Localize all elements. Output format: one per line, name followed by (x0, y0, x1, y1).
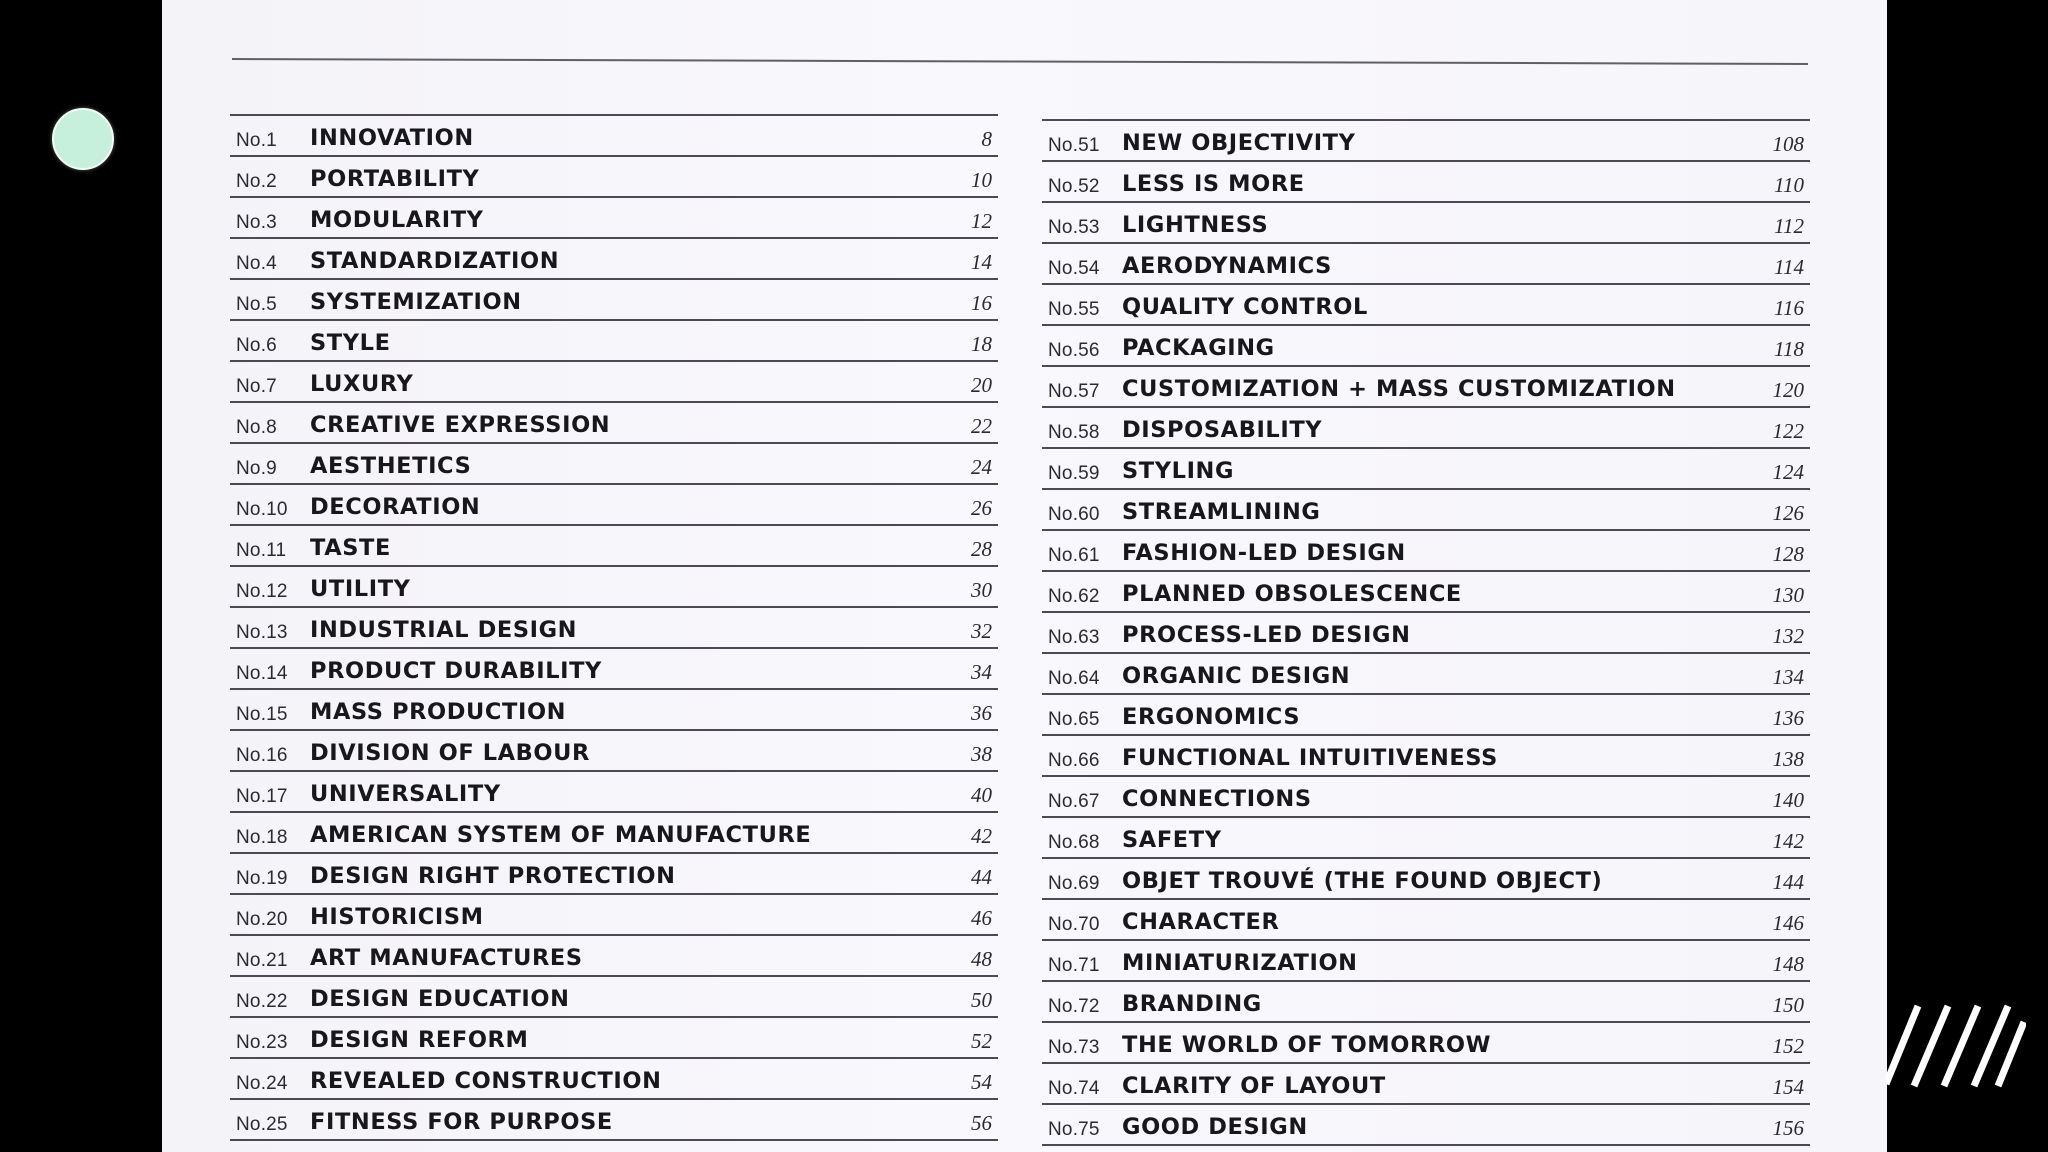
contents-entry (230, 1100, 998, 1141)
contents-entry (230, 731, 998, 772)
entry-title: LIGHTNESS (1122, 212, 1269, 238)
entry-number: No.68 (1048, 832, 1100, 853)
entry-page-number: 46 (971, 906, 992, 930)
entry-title: MODULARITY (310, 207, 484, 233)
entry-page-number: 32 (971, 619, 992, 643)
entry-page-number: 56 (971, 1111, 992, 1135)
entry-title: CREATIVE EXPRESSION (310, 412, 611, 438)
contents-entry (230, 813, 998, 854)
entry-number: No.7 (236, 376, 277, 397)
entry-page-number: 138 (1772, 747, 1804, 771)
entry-number: No.70 (1048, 914, 1100, 935)
contents-entry (230, 116, 998, 157)
entry-page-number: 52 (971, 1029, 992, 1053)
entry-page-number: 24 (971, 455, 992, 479)
entry-page-number: 48 (971, 947, 992, 971)
entry-title: LUXURY (310, 371, 414, 397)
entry-page-number: 142 (1772, 829, 1804, 853)
entry-title: ERGONOMICS (1122, 704, 1301, 730)
contents-entry (230, 321, 998, 362)
entry-title: DECORATION (310, 494, 481, 520)
contents-entry (230, 485, 998, 526)
entry-number: No.73 (1048, 1037, 1100, 1058)
contents-entry (1042, 654, 1810, 695)
entry-number: No.4 (236, 253, 277, 274)
entry-page-number: 30 (971, 578, 992, 602)
contents-entry (1042, 695, 1810, 736)
contents-entry (1042, 203, 1810, 244)
entry-page-number: 156 (1772, 1116, 1804, 1140)
entry-number: No.64 (1048, 668, 1100, 689)
entry-title: PROCESS-LED DESIGN (1122, 622, 1411, 648)
contents-entry (1042, 490, 1810, 531)
entry-page-number: 14 (971, 250, 992, 274)
entry-title: HISTORICISM (310, 904, 484, 930)
entry-title: QUALITY CONTROL (1122, 294, 1368, 320)
entry-number: No.18 (236, 827, 288, 848)
entry-number: No.24 (236, 1073, 288, 1094)
top-rule (232, 58, 1808, 65)
entry-number: No.19 (236, 868, 288, 889)
entry-number: No.51 (1048, 135, 1100, 156)
entry-title: DIVISION OF LABOUR (310, 740, 590, 766)
contents-entry (1042, 449, 1810, 490)
entry-title: DISPOSABILITY (1122, 417, 1323, 443)
contents-entry (1042, 613, 1810, 654)
entry-page-number: 28 (971, 537, 992, 561)
contents-entry (1042, 900, 1810, 941)
entry-page-number: 36 (971, 701, 992, 725)
contents-entry (230, 854, 998, 895)
entry-number: No.59 (1048, 463, 1100, 484)
entry-title: MINIATURIZATION (1122, 950, 1358, 976)
entry-title: PLANNED OBSOLESCENCE (1122, 581, 1462, 607)
entry-page-number: 40 (971, 783, 992, 807)
entry-title: STYLE (310, 330, 391, 356)
entry-number: No.62 (1048, 586, 1100, 607)
entry-page-number: 34 (971, 660, 992, 684)
entry-number: No.56 (1048, 340, 1100, 361)
entry-number: No.58 (1048, 422, 1100, 443)
contents-column-left (230, 114, 998, 1141)
entry-number: No.6 (236, 335, 277, 356)
entry-page-number: 110 (1774, 173, 1804, 197)
entry-title: INDUSTRIAL DESIGN (310, 617, 578, 643)
entry-page-number: 130 (1772, 583, 1804, 607)
entry-number: No.10 (236, 499, 288, 520)
entry-title: MASS PRODUCTION (310, 699, 567, 725)
entry-title: ORGANIC DESIGN (1122, 663, 1351, 689)
entry-title: DESIGN RIGHT PROTECTION (310, 863, 676, 889)
entry-title: CHARACTER (1122, 909, 1280, 935)
entry-number: No.57 (1048, 381, 1100, 402)
entry-title: REVEALED CONSTRUCTION (310, 1068, 662, 1094)
entry-page-number: 134 (1772, 665, 1804, 689)
entry-title: STYLING (1122, 458, 1235, 484)
entry-title: THE WORLD OF TOMORROW (1122, 1032, 1492, 1058)
contents-entry (230, 690, 998, 731)
entry-title: FUNCTIONAL INTUITIVENESS (1122, 745, 1498, 771)
entry-number: No.14 (236, 663, 288, 684)
contents-entry (230, 1059, 998, 1100)
contents-entry (230, 526, 998, 567)
entry-title: TASTE (310, 535, 391, 561)
entry-page-number: 114 (1774, 255, 1804, 279)
entry-number: No.54 (1048, 258, 1100, 279)
entry-number: No.2 (236, 171, 277, 192)
entry-number: No.11 (236, 540, 287, 561)
entry-number: No.69 (1048, 873, 1100, 894)
contents-entry (1042, 572, 1810, 613)
entry-title: SAFETY (1122, 827, 1222, 853)
entry-number: No.9 (236, 458, 277, 479)
contents-entry (230, 1018, 998, 1059)
entry-title: DESIGN EDUCATION (310, 986, 570, 1012)
contents-entry (1042, 367, 1810, 408)
contents-entry (1042, 531, 1810, 572)
entry-number: No.55 (1048, 299, 1100, 320)
entry-number: No.13 (236, 622, 288, 643)
contents-entry (1042, 777, 1810, 818)
entry-number: No.5 (236, 294, 277, 315)
entry-page-number: 20 (971, 373, 992, 397)
contents-entry (1042, 1023, 1810, 1064)
contents-entry (1042, 941, 1810, 982)
entry-page-number: 112 (1774, 214, 1804, 238)
entry-page-number: 120 (1772, 378, 1804, 402)
entry-title: AERODYNAMICS (1122, 253, 1332, 279)
entry-number: No.52 (1048, 176, 1100, 197)
entry-number: No.22 (236, 991, 288, 1012)
contents-entry (1042, 244, 1810, 285)
entry-page-number: 18 (971, 332, 992, 356)
entry-title: UTILITY (310, 576, 411, 602)
contents-entry (1042, 1064, 1810, 1105)
contents-entry (230, 608, 998, 649)
contents-entry (230, 895, 998, 936)
entry-title: CLARITY OF LAYOUT (1122, 1073, 1386, 1099)
entry-title: FITNESS FOR PURPOSE (310, 1109, 613, 1135)
contents-entry (1042, 859, 1810, 900)
contents-entry (1042, 408, 1810, 449)
entry-title: STANDARDIZATION (310, 248, 560, 274)
entry-number: No.65 (1048, 709, 1100, 730)
entry-number: No.61 (1048, 545, 1100, 566)
entry-number: No.25 (236, 1114, 288, 1135)
contents-entry (1042, 121, 1810, 162)
entry-page-number: 54 (971, 1070, 992, 1094)
entry-page-number: 108 (1772, 132, 1804, 156)
entry-page-number: 146 (1772, 911, 1804, 935)
entry-page-number: 8 (981, 127, 992, 151)
entry-number: No.16 (236, 745, 288, 766)
contents-entry (230, 567, 998, 608)
entry-number: No.72 (1048, 996, 1100, 1017)
entry-title: CUSTOMIZATION + MASS CUSTOMIZATION (1122, 376, 1676, 402)
entry-title: UNIVERSALITY (310, 781, 501, 807)
contents-entry (1042, 818, 1810, 859)
entry-page-number: 148 (1772, 952, 1804, 976)
contents-entry (1042, 326, 1810, 367)
contents-entry (230, 977, 998, 1018)
contents-entry (230, 936, 998, 977)
entry-number: No.20 (236, 909, 288, 930)
entry-number: No.8 (236, 417, 277, 438)
entry-number: No.53 (1048, 217, 1100, 238)
entry-page-number: 44 (971, 865, 992, 889)
entry-number: No.3 (236, 212, 277, 233)
contents-page (162, 0, 1887, 1152)
entry-number: No.75 (1048, 1119, 1100, 1140)
contents-entry (1042, 736, 1810, 777)
entry-page-number: 126 (1772, 501, 1804, 525)
entry-page-number: 140 (1772, 788, 1804, 812)
entry-number: No.60 (1048, 504, 1100, 525)
entry-number: No.21 (236, 950, 288, 971)
entry-page-number: 150 (1772, 993, 1804, 1017)
entry-page-number: 26 (971, 496, 992, 520)
entry-title: GOOD DESIGN (1122, 1114, 1308, 1140)
entry-number: No.23 (236, 1032, 288, 1053)
entry-number: No.74 (1048, 1078, 1100, 1099)
contents-entry (230, 362, 998, 403)
entry-title: BRANDING (1122, 991, 1262, 1017)
entry-page-number: 38 (971, 742, 992, 766)
entry-number: No.17 (236, 786, 288, 807)
contents-entry (1042, 285, 1810, 326)
contents-entry (1042, 982, 1810, 1023)
entry-title: PACKAGING (1122, 335, 1275, 361)
entry-title: AESTHETICS (310, 453, 472, 479)
contents-entry (230, 198, 998, 239)
entry-page-number: 42 (971, 824, 992, 848)
entry-page-number: 124 (1772, 460, 1804, 484)
contents-entry (230, 772, 998, 813)
entry-title: SYSTEMIZATION (310, 289, 522, 315)
entry-title: DESIGN REFORM (310, 1027, 529, 1053)
entry-page-number: 154 (1772, 1075, 1804, 1099)
entry-number: No.67 (1048, 791, 1100, 812)
slash-decoration-icon (1886, 1004, 2026, 1088)
entry-title: INNOVATION (310, 125, 474, 151)
contents-entry (1042, 162, 1810, 203)
record-indicator-dot (52, 108, 114, 170)
entry-page-number: 16 (971, 291, 992, 315)
entry-number: No.15 (236, 704, 288, 725)
entry-page-number: 22 (971, 414, 992, 438)
contents-entry (1042, 1105, 1810, 1146)
entry-title: FASHION-LED DESIGN (1122, 540, 1406, 566)
entry-number: No.66 (1048, 750, 1100, 771)
entry-title: STREAMLINING (1122, 499, 1321, 525)
contents-entry (230, 649, 998, 690)
entry-title: LESS IS MORE (1122, 171, 1305, 197)
entry-title: ART MANUFACTURES (310, 945, 583, 971)
entry-title: PRODUCT DURABILITY (310, 658, 602, 684)
entry-title: PORTABILITY (310, 166, 480, 192)
entry-page-number: 10 (971, 168, 992, 192)
entry-page-number: 136 (1772, 706, 1804, 730)
entry-page-number: 118 (1774, 337, 1804, 361)
entry-title: AMERICAN SYSTEM OF MANUFACTURE (310, 822, 812, 848)
entry-page-number: 144 (1772, 870, 1804, 894)
contents-entry (230, 157, 998, 198)
entry-page-number: 128 (1772, 542, 1804, 566)
entry-number: No.63 (1048, 627, 1100, 648)
entry-title: OBJET TROUVÉ (THE FOUND OBJECT) (1122, 868, 1603, 894)
entry-title: CONNECTIONS (1122, 786, 1312, 812)
entry-title: NEW OBJECTIVITY (1122, 130, 1356, 156)
entry-page-number: 12 (971, 209, 992, 233)
contents-column-right (1042, 119, 1810, 1146)
entry-page-number: 122 (1772, 419, 1804, 443)
contents-entry (230, 239, 998, 280)
entry-page-number: 50 (971, 988, 992, 1012)
contents-entry (230, 280, 998, 321)
entry-number: No.71 (1048, 955, 1100, 976)
entry-number: No.12 (236, 581, 288, 602)
entry-page-number: 152 (1772, 1034, 1804, 1058)
entry-page-number: 116 (1774, 296, 1804, 320)
entry-page-number: 132 (1772, 624, 1804, 648)
entry-number: No.1 (236, 130, 277, 151)
contents-entry (230, 444, 998, 485)
contents-entry (230, 403, 998, 444)
